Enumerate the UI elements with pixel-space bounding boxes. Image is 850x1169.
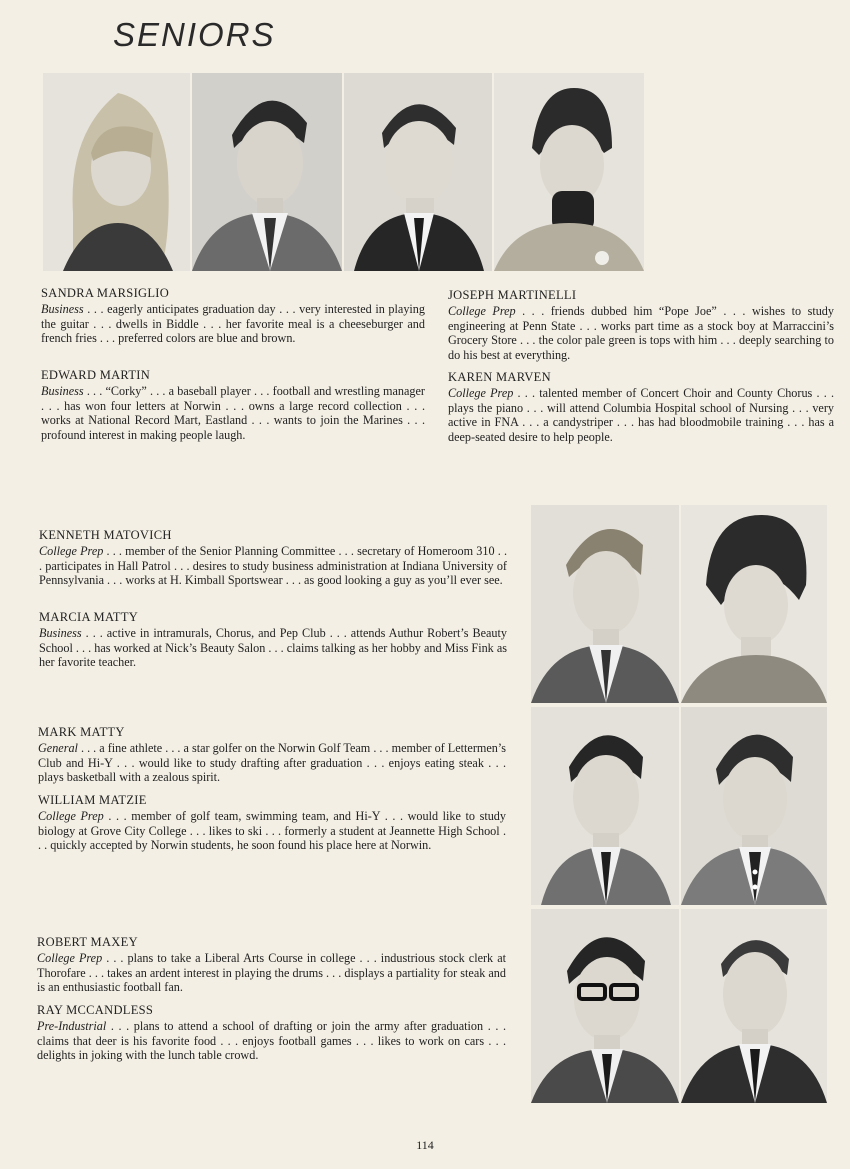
- student-description: . . . “Corky” . . . a baseball player . . . football and wrestling manager . . . has won four letters at Norwin . . . owns a large record collection . . . works at National Record Mart, Eastland . . . wants to join the Marines . . . profound interest in making people laugh.: [41, 384, 425, 442]
- portrait-sandra-marsiglio: [43, 73, 190, 271]
- student-name: EDWARD MARTIN: [41, 368, 151, 382]
- student-name: MARK MATTY: [38, 725, 125, 739]
- student-name: RAY MCCANDLESS: [37, 1003, 154, 1017]
- student-name: MARCIA MATTY: [39, 610, 139, 624]
- student-entry: [37, 1003, 506, 1063]
- portrait-edward-martin: [192, 73, 342, 271]
- student-course: College Prep: [448, 304, 516, 319]
- portrait-joseph-martinelli: [344, 73, 492, 271]
- student-course: College Prep: [39, 544, 104, 559]
- student-entry: [448, 370, 834, 444]
- page-number: 114: [416, 1138, 434, 1152]
- student-course: Business: [39, 626, 82, 641]
- student-name: JOSEPH MARTINELLI: [448, 288, 577, 302]
- student-entry: [38, 725, 506, 785]
- portrait-robert-maxey: [531, 909, 679, 1103]
- student-course: Business: [41, 384, 84, 399]
- student-entry: [39, 610, 507, 670]
- student-description: . . . eagerly anticipates graduation day . . . very interested in playing the guitar . . . dwells in Biddle . . . her favorite meal is a cheeseburger and french fries . . . preferred colors are blue and brown.: [41, 302, 425, 346]
- student-entry: [37, 935, 506, 995]
- student-name: ROBERT MAXEY: [37, 935, 138, 949]
- student-entry: [38, 793, 506, 853]
- student-description: . . . member of the Senior Planning Committee . . . secretary of Homeroom 310 . . . participates in Hall Patrol . . . desires to study business administration at Indiana University of Pennsylvania . . . works at H. Kimball Sportswear . . . as good looking a guy as you’ll ever see.: [39, 544, 507, 588]
- portrait-marcia-matty: [681, 505, 827, 703]
- portrait-william-matzie: [681, 707, 827, 905]
- student-course: General: [38, 741, 78, 756]
- student-description: . . . member of golf team, swimming team, and Hi-Y . . . would like to study biology at Grove City College . . . likes to ski . . . formerly a student at Jeannette High School . . . quickly accepted by Norwin students, he soon found his place here at Norwin.: [38, 809, 506, 853]
- student-name: SANDRA MARSIGLIO: [41, 286, 170, 300]
- student-entry: [41, 368, 425, 442]
- student-name: KENNETH MATOVICH: [39, 528, 172, 542]
- student-entry: [41, 286, 425, 346]
- student-entry: [39, 528, 507, 588]
- student-course: Business: [41, 302, 84, 317]
- student-course: College Prep: [38, 809, 104, 824]
- student-description: . . . friends dubbed him “Pope Joe” . . . wishes to study engineering at Penn State . . . works part time as a stock boy at Marraccini’s Grocery Store . . . the color pale green is tops with him . . . deeply searching to do his best at everything.: [448, 304, 834, 362]
- student-description: . . . a fine athlete . . . a star golfer on the Norwin Golf Team . . . member of Lettermen’s Club and Hi-Y . . . would like to study drafting after graduation . . . enjoys eating steak . . . plays basketball with a zealous spirit.: [38, 741, 506, 785]
- portrait-mark-matty: [531, 707, 679, 905]
- student-course: Pre-Industrial: [37, 1019, 107, 1034]
- student-entry: [448, 288, 834, 362]
- student-course: College Prep: [448, 386, 514, 401]
- student-description: . . . active in intramurals, Chorus, and Pep Club . . . attends Authur Robert’s Beauty School . . . has worked at Nick’s Beauty Salon . . . claims talking as her hobby and Miss Fink as her favorite teacher.: [39, 626, 507, 670]
- portrait-ray-mccandless: [681, 909, 827, 1103]
- student-description: . . . plans to take a Liberal Arts Course in college . . . industrious stock clerk at Thorofare . . . takes an ardent interest in playing the drums . . . displays a partiality for steak and is an enthusiastic football fan.: [37, 951, 506, 995]
- portrait-karen-marven: [494, 73, 644, 271]
- student-course: College Prep: [37, 951, 103, 966]
- page-title: SENIORS: [113, 16, 276, 53]
- student-name: WILLIAM MATZIE: [38, 793, 147, 807]
- student-description: . . . talented member of Concert Choir and County Chorus . . . plays the piano . . . will attend Columbia Hospital school of Nursing . . . very active in FNA . . . a candystriper . . . has had bloodmobile training . . . has a deep-seated desire to help people.: [448, 386, 834, 444]
- student-name: KAREN MARVEN: [448, 370, 551, 384]
- student-description: . . . plans to attend a school of drafting or join the army after graduation . . . claims that deer is his favorite food . . . enjoys football games . . . likes to work on cars . . . delights in joking with the lunch table crowd.: [37, 1019, 506, 1063]
- portrait-kenneth-matovich: [531, 505, 679, 703]
